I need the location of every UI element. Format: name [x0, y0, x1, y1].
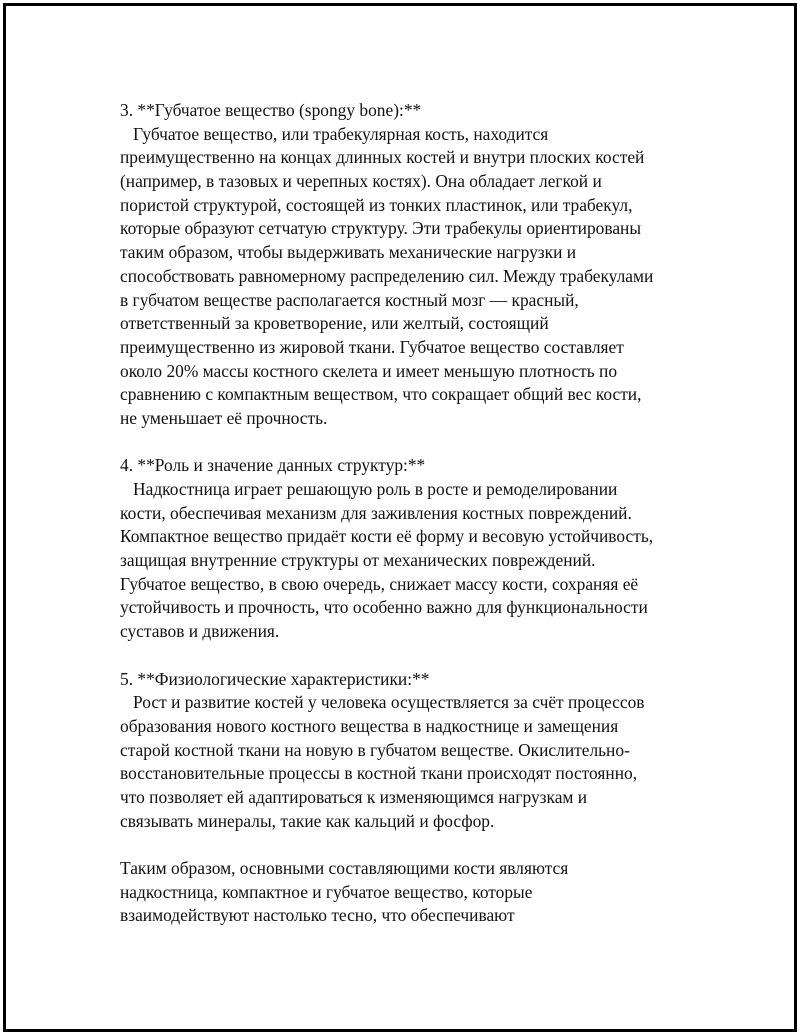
paragraph-line: связывать минералы, такие как кальций и фосфор.: [120, 810, 495, 831]
paragraph-line: Таким образом, основными составляющими кости являются: [120, 858, 569, 878]
paragraph-line: Губчатое вещество, в свою очередь, снижает массу кости, сохраняя её: [120, 573, 639, 594]
paragraph-line: около 20% массы костного скелета и имеет меньшую плотность по: [120, 360, 618, 381]
paragraph-line: Губчатое вещество, или трабекулярная кость, находится: [120, 123, 549, 144]
section-spongy-bone: [120, 99, 710, 431]
paragraph-line: кости, обеспечивая механизм для заживления костных повреждений.: [120, 502, 632, 523]
paragraph-line: таким образом, чтобы выдерживать механические нагрузки и: [120, 242, 577, 263]
page-frame: [3, 3, 797, 1032]
paragraph-line: взаимодействуют настолько тесно, что обеспечивают: [120, 905, 515, 926]
paragraph-line: способствовать равномерному распределению сил. Между трабекулами: [120, 265, 654, 286]
paragraph-line: в губчатом веществе располагается костный мозг — красный,: [120, 289, 579, 310]
paragraph-line: пористой структурой, состоящей из тонких пластинок, или трабекул,: [120, 194, 633, 215]
paragraph-line: ответственный за кроветворение, или желтый, состоящий: [120, 313, 549, 334]
paragraph-line: суставов и движения.: [120, 621, 280, 642]
section-heading: 5. **Физиологические характеристики:**: [120, 668, 430, 689]
paragraph-line: не уменьшает её прочность.: [120, 407, 328, 428]
paragraph-line: старой костной ткани на новую в губчатом веществе. Окислительно-: [120, 739, 630, 760]
paragraph-line: надкостница, компактное и губчатое вещество, которые: [120, 881, 533, 902]
paragraph-spacer: [120, 833, 710, 857]
paragraph-line: устойчивость и прочность, что особенно важно для функциональности: [120, 597, 648, 618]
paragraph-line: защищая внутренние структуры от механических повреждений.: [120, 550, 596, 571]
paragraph-spacer: [120, 644, 710, 668]
section-role-and-significance: [120, 454, 710, 644]
paragraph-line: Рост и развитие костей у человека осуществляется за счёт процессов: [120, 692, 645, 713]
paragraph-line: что позволяет ей адаптироваться к изменяющимся нагрузкам и: [120, 786, 588, 807]
paragraph-line: преимущественно на концах длинных костей и внутри плоских костей: [120, 147, 645, 168]
conclusion-paragraph: [120, 857, 710, 928]
paragraph-line: которые образуют сетчатую структуру. Эти трабекулы ориентированы: [120, 218, 642, 239]
paragraph-line: Надкостница играет решающую роль в росте и ремоделировании: [120, 479, 618, 499]
paragraph-line: образования нового костного вещества в надкостнице и замещения: [120, 715, 619, 736]
section-physiological-characteristics: [120, 668, 710, 834]
paragraph-line: преимущественно из жировой ткани. Губчатое вещество составляет: [120, 336, 624, 357]
paragraph-line: восстановительные процессы в костной ткани происходят постоянно,: [120, 763, 638, 784]
paragraph-line: сравнению с компактным веществом, что сокращает общий вес кости,: [120, 384, 642, 405]
document-body: [120, 99, 710, 928]
paragraph-line: Компактное вещество придаёт кости её форму и весовую устойчивость,: [120, 526, 654, 547]
paragraph-line: (например, в тазовых и черепных костях). Она обладает легкой и: [120, 171, 602, 192]
paragraph-spacer: [120, 431, 710, 455]
section-heading: 3. **Губчатое вещество (spongy bone):**: [120, 100, 422, 120]
section-heading: 4. **Роль и значение данных структур:**: [120, 455, 426, 476]
